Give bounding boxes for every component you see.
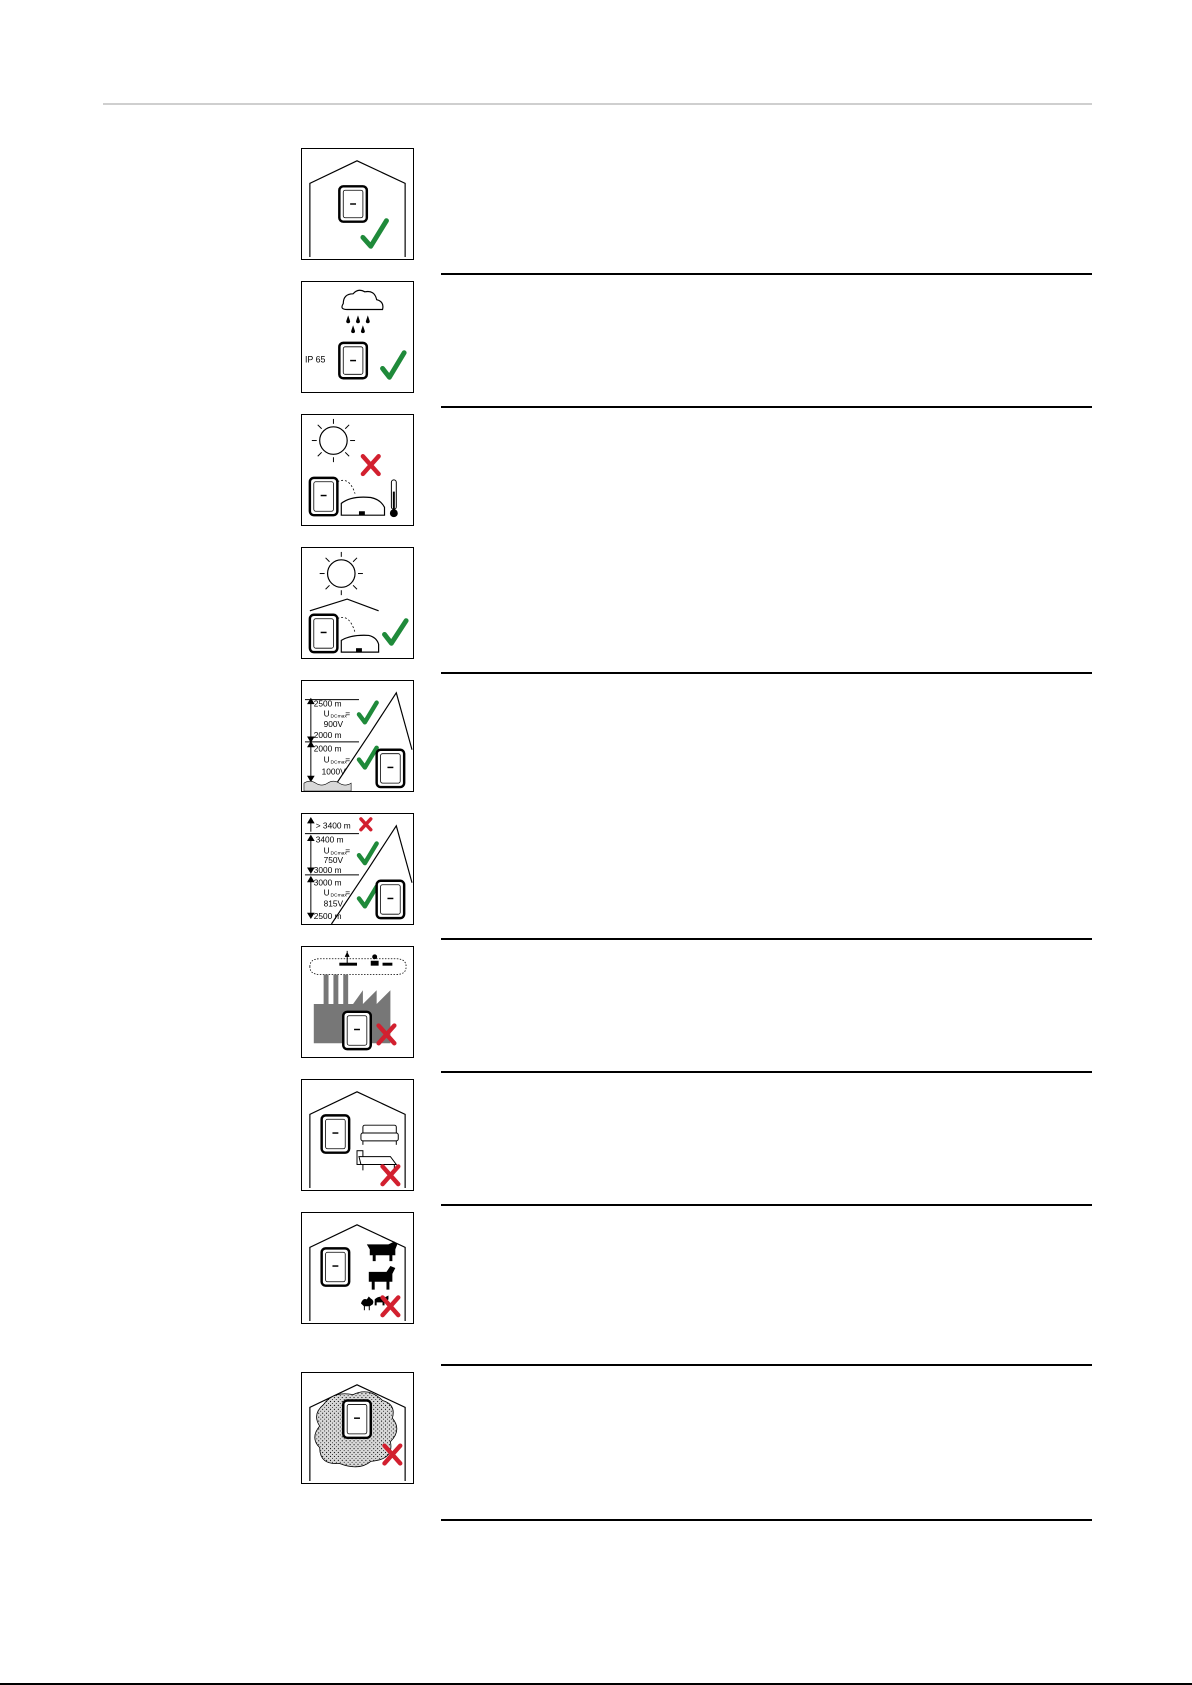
pollution-cloud-icon xyxy=(310,959,406,975)
inverter-icon xyxy=(339,186,367,221)
altitude-label: 2000 m xyxy=(313,729,342,740)
separator xyxy=(441,1204,1092,1206)
voltage-subscript: DCmax xyxy=(330,893,347,899)
rain-ip65-icon xyxy=(301,281,414,393)
inverter-icon xyxy=(310,478,338,515)
cross-icon xyxy=(361,819,371,830)
voltage-value: 750V xyxy=(323,855,344,866)
check-icon xyxy=(359,887,377,907)
voltage-value: 815V xyxy=(323,898,344,909)
living-area-icon xyxy=(301,1079,414,1191)
altitude-label: 3400 m xyxy=(315,834,344,845)
cloud-icon xyxy=(342,290,383,333)
sun-icon xyxy=(312,419,355,462)
direct-sunlight-icon xyxy=(301,414,414,526)
sun-icon xyxy=(320,552,363,595)
equals-sign: = xyxy=(345,845,351,856)
inverter-icon xyxy=(322,1248,350,1285)
altitude-label: 2000 m xyxy=(313,743,342,754)
voltage-subscript: DCmax xyxy=(330,760,347,766)
check-icon xyxy=(359,748,377,768)
inverter-icon xyxy=(339,343,367,378)
inverter-icon xyxy=(310,615,338,652)
check-icon xyxy=(363,221,387,247)
altitude-3400m-icon xyxy=(301,813,414,925)
voltage-value: 900V xyxy=(323,719,344,730)
separator xyxy=(441,1071,1092,1073)
cow-icon xyxy=(367,1241,397,1261)
equals-sign: = xyxy=(345,887,351,898)
equals-sign: = xyxy=(345,754,351,765)
inverter-icon xyxy=(377,750,405,787)
altitude-label: > 3400 m xyxy=(315,820,351,831)
cross-icon xyxy=(363,456,379,474)
shaded-sunlight-icon xyxy=(301,547,414,659)
voltage-symbol: U xyxy=(323,887,330,898)
industrial-pollution-icon xyxy=(301,946,414,1058)
check-icon xyxy=(383,353,405,378)
separator xyxy=(441,1364,1092,1366)
cross-icon xyxy=(383,1297,399,1315)
check-icon xyxy=(385,621,407,644)
dusty-environment-icon xyxy=(301,1372,414,1484)
separator xyxy=(441,1519,1092,1521)
bed-icon xyxy=(357,1151,396,1171)
display-unit-icon xyxy=(341,635,378,652)
inverter-icon xyxy=(343,1401,370,1438)
altitude-2000m-icon xyxy=(301,680,414,792)
horse-icon xyxy=(369,1266,396,1290)
voltage-subscript: DCmax xyxy=(330,851,347,857)
voltage-symbol: U xyxy=(323,845,330,856)
rooster-icon xyxy=(361,1296,373,1310)
altitude-label: 3000 m xyxy=(313,877,342,888)
check-icon xyxy=(359,703,377,723)
livestock-area-icon xyxy=(301,1212,414,1324)
indoor-installation-icon xyxy=(301,148,414,260)
voltage-value: 1000V xyxy=(321,766,346,777)
separator xyxy=(441,672,1092,674)
ip-rating-label: IP 65 xyxy=(304,354,326,365)
altitude-label: 3000 m xyxy=(313,864,342,875)
inverter-icon xyxy=(343,1012,370,1049)
voltage-symbol: U xyxy=(323,754,330,765)
display-unit-icon xyxy=(341,497,384,515)
top-rule xyxy=(103,103,1092,105)
altitude-label: 2500 m xyxy=(313,698,342,709)
sofa-icon xyxy=(361,1125,398,1145)
thermometer-icon xyxy=(390,480,398,517)
separator xyxy=(441,406,1092,408)
equals-sign: = xyxy=(345,708,351,719)
inverter-icon xyxy=(322,1115,350,1152)
voltage-subscript: DCmax xyxy=(330,714,347,720)
separator xyxy=(441,273,1092,275)
ground-icon xyxy=(304,781,351,791)
cross-icon xyxy=(383,1166,399,1184)
separator xyxy=(441,938,1092,940)
altitude-label: 2500 m xyxy=(313,911,342,922)
inverter-icon xyxy=(377,881,405,918)
voltage-symbol: U xyxy=(323,708,330,719)
